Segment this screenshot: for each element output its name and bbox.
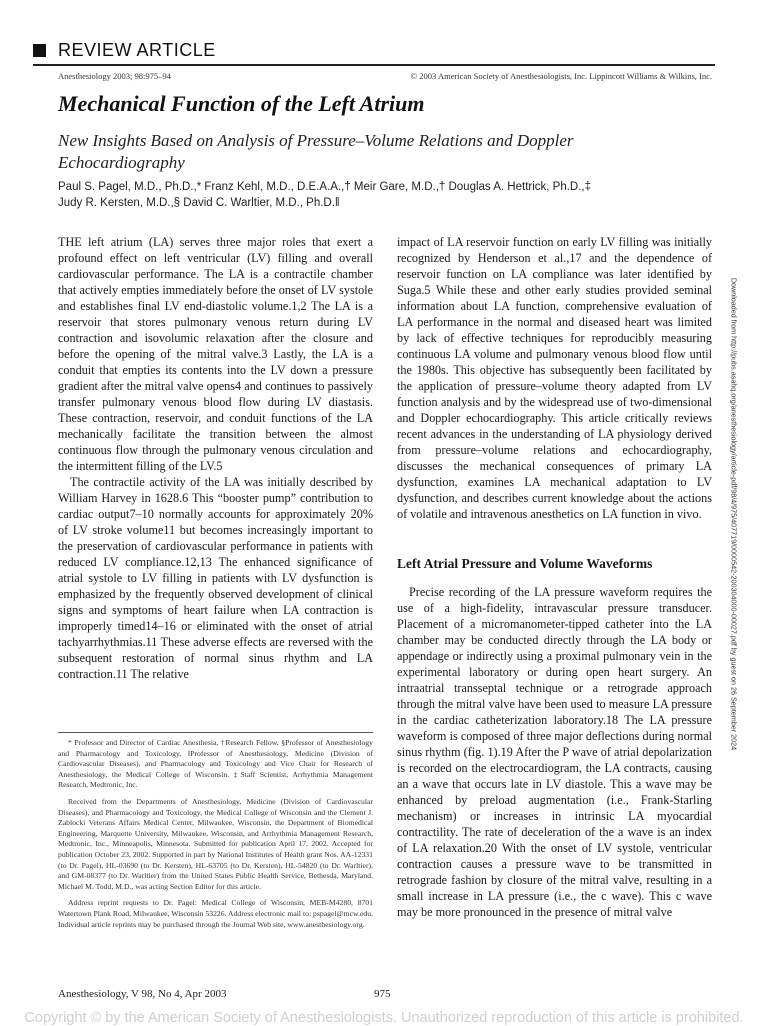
section-heading: Left Atrial Pressure and Volume Waveforms [397, 556, 653, 571]
copyright-watermark: Copyright © by the American Society of Anesthesiologists. Unauthorized reproduction of this article is prohibited. [24, 1010, 744, 1026]
article-type-header [33, 40, 715, 64]
page-number: 975 [374, 988, 391, 1000]
article-type-label: REVIEW ARTICLE [58, 40, 216, 60]
paragraph-reservoir: impact of LA reservoir function on early LV filling was initially recognized by Henderson et al.,17 and the dependence of reservoir function on LA compliance was later identified by Suga.5 While these and other early studies provided seminal information about LA function, comprehensive evaluation of LA performance in the normal and diseased heart was limited by lack of effective techniques for reproducibly measuring continuous LA volume and pulmonary venous blood flow until the 1980s. This objective has subsequently been facilitated by the application of pressure–volume theory adapted from LV function analysis and by the widespread use of two-dimensional and Doppler echocardiography. This article critically reviews recent advances in the understanding of LA physiology derived from pressure–volume relations and echocardiography, discusses the mechanical consequences of primary LA dysfunction, examines LA mechanical adaptation to LV dysfunction, and describes current knowledge about the actions of volatile and intravenous anesthetics on LA function in vivo. [397, 235, 712, 521]
header-rule [33, 64, 715, 66]
paragraph-intro: THE left atrium (LA) serves three major roles that exert a profound effect on left ventricular (LV) filling and overall cardiovascular performance. The LA is a contractile chamber that actively empties immediately before the onset of LV systole and establishes final LV end-diastolic volume.1,2 The LA is a reservoir that stores pulmonary venous return during LV contraction and isovolumic relaxation after the closure and before the opening of the mitral valve.3 Lastly, the LA is a conduit that empties its contents into the LV down a pressure gradient after the mitral valve opens4 and continues to passively transfer pulmonary venous blood flow during LV diastasis. These contraction, reservoir, and conduit functions of the LA mechanically facilitate the transition between the almost continuous flow through the pulmonary venous circulation and the intermittent filling of the LV.5 [58, 235, 373, 473]
header-square-marker [33, 44, 46, 57]
paragraph-contractile: The contractile activity of the LA was initially described by William Harvey in 1628.6 This “booster pump” contribution to cardiac output7–10 normally accounts for approximately 20% of LV stroke volume11 but becomes increasingly important to the preservation of cardiovascular performance in patients with reduced LV compliance.12,13 The enhanced significance of atrial systole to LV filling in patients with LV dysfunction is emphasized by the frequently observed development of clinical signs and symptoms of heart failure when LA contraction is improperly timed14–16 or eliminated with the onset of atrial tachyarrhythmias.11 These adverse effects are reversed with the subsequent restoration of normal sinus rhythm and LA contraction.11 The relative [58, 475, 373, 681]
article-title: Mechanical Function of the Left Atrium [58, 91, 425, 116]
author-line-1: Paul S. Pagel, M.D., Ph.D.,* Franz Kehl, M.D., D.E.A.A.,† Meir Gare, M.D.,† Douglas A. Hettrick, Ph.D.,‡ [58, 181, 592, 193]
author-list [58, 179, 698, 211]
journal-citation: Anesthesiology 2003; 98:975–94 [58, 71, 171, 81]
footnote-received: Received from the Departments of Anesthesiology, Medicine (Division of Cardiovascular Diseases), and Pharmacology and Toxicology, the Medical College of Wisconsin and the Clement J. Zablocki Veterans Affairs Medical Center, Milwaukee, Wisconsin, the Department of Biomedical Engineering, Marquette University, Milwaukee, Wisconsin, and Arrhythmia Management Research, Medtronic, Inc., Minneapolis, Minnesota. Submitted for publication April 17, 2002. Accepted for publication October 23, 2002. Supported in part by National Institutes of Health grant Nos. AA-12331 (to Dr. Pagel), HL-03690 (to Dr. Kersten), HL-63705 (to Dr. Kersten), HL-54820 (to Dr. Warltier), and GM-08377 (to Dr. Warltier) from the United States Public Health Service, Bethesda, Maryland. Michael M. Todd, M.D., was acting Section Editor for this article. [58, 796, 373, 891]
download-sidebar [727, 258, 741, 770]
footnote-rule [58, 732, 373, 733]
footnotes [58, 738, 373, 936]
footer-journal-issue: Anesthesiology, V 98, No 4, Apr 2003 [58, 988, 227, 1000]
download-notice: Downloaded from http://pubs.asahq.org/anesthesiology/article-pdf/98/4/975/407719/0000542-200304000-00027.pdf by guest on 26 September 2024 [729, 277, 739, 751]
author-line-2: Judy R. Kersten, M.D.,§ David C. Warltier, M.D., Ph.D.‖ [58, 197, 340, 209]
paragraph-waveforms: Precise recording of the LA pressure waveform requires the use of a high-fidelity, intravascular pressure transducer. Placement of a micromanometer-tipped catheter into the LA chamber may be conducted directly through the LA body or appendage or indirectly using a proximal pulmonary vein in the experimental laboratory or during open heart surgery. An intraatrial transseptal technique or a retrograde approach through the mitral valve have been used to measure LA pressure in the cardiac catheterization laboratory.18 The LA pressure waveform is composed of three major deflections during normal sinus rhythm (fig. 1).19 After the P wave of atrial depolarization is recorded on the electrocardiogram, the LA contracts, causing an a wave that occurs late in LV diastole. This a wave may be enhanced by preload augmentation (i.e., Frank-Starling mechanism) or increases in intrinsic LA myocardial contractility. The rate of deceleration of the a wave is an index of LA relaxation.20 With the onset of LV systole, ventricular contraction causes a pressure wave to be transmitted in retrograde fashion by closure of the mitral valve, resulting in a small increase in LA pressure (i.e., the c wave). This c wave may be more pronounced in the presence of mitral valve [397, 585, 712, 919]
copyright-notice: © 2003 American Society of Anesthesiologists, Inc. Lippincott Williams & Wilkins, Inc. [410, 71, 712, 81]
article-subtitle: New Insights Based on Analysis of Pressure–Volume Relations and Doppler Echocardiography [58, 131, 574, 172]
body-column-left [58, 234, 373, 682]
body-column-right [397, 234, 712, 920]
footnote-reprints: Address reprint requests to Dr. Pagel: Medical College of Wisconsin, MEB-M4280, 8701 Watertown Plank Road, Milwaukee, Wisconsin 53226. Address electronic mail to: pspagel@mcw.edu. Individual article reprints may be purchased through the Journal Web site, www.anesthesiology.org. [58, 898, 373, 929]
footnote-affiliations: * Professor and Director of Cardiac Anesthesia, †Research Fellow, §Professor of Anesthesiology and Pharmacology and Toxicology, ‖Professor of Anesthesiology, Medicine (Division of Cardiovascular Diseases), and Pharmacology and Toxicology and Vice Chair for Research of Anesthesiology, the Medical College of Wisconsin. ‡Staff Scientist, Arrhythmia Management Research, Medtronic, Inc. [58, 738, 373, 790]
